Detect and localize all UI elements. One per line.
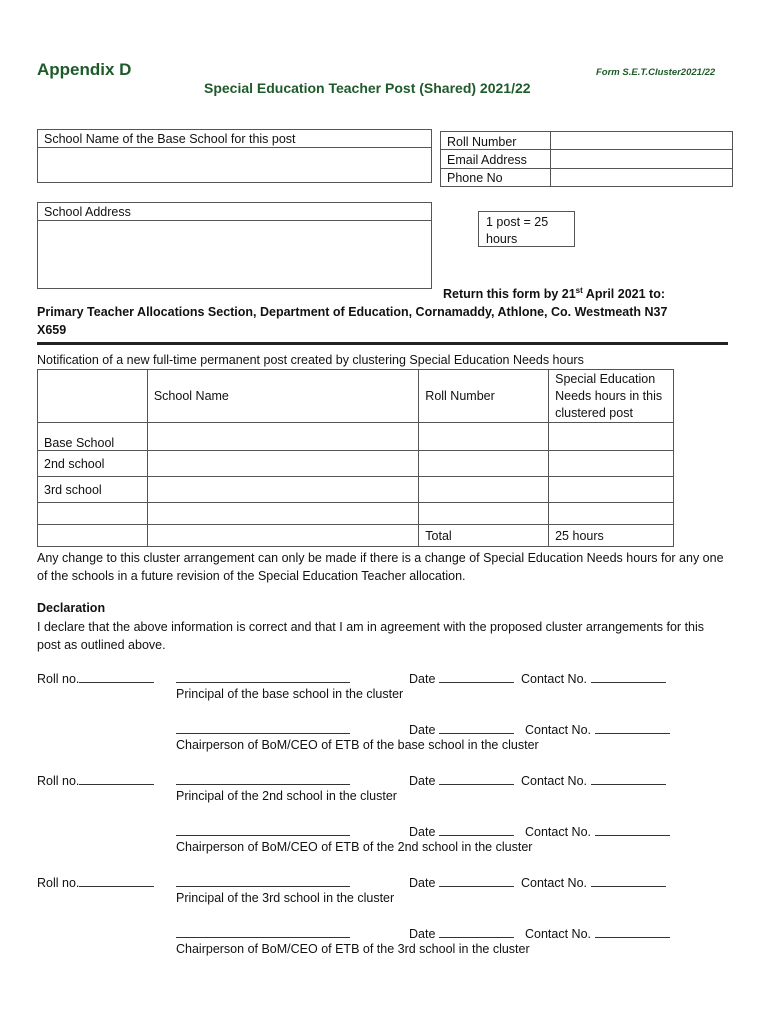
phone-input[interactable] bbox=[551, 169, 733, 187]
total-row-blank bbox=[38, 525, 148, 547]
roll-number-label: Roll Number bbox=[447, 135, 517, 149]
table-row bbox=[38, 477, 674, 503]
chair-signature-line-2[interactable] bbox=[176, 823, 350, 836]
declaration-text: I declare that the above information is correct and that I am in agreement with the proposed cluster arrangements for this post as outlined above. bbox=[37, 620, 705, 652]
date-field-3b[interactable]: Date bbox=[409, 925, 514, 941]
total-row-blank bbox=[147, 525, 418, 547]
post-hours-note bbox=[478, 211, 575, 247]
principal-signature-line-1[interactable] bbox=[176, 670, 350, 683]
form-reference: Form S.E.T.Cluster2021/22 bbox=[596, 67, 716, 78]
contact-field-2b[interactable]: Contact No. bbox=[525, 823, 670, 839]
date-field-3[interactable]: Date bbox=[409, 874, 514, 890]
date-field-2b[interactable]: Date bbox=[409, 823, 514, 839]
school-name-cell[interactable] bbox=[147, 477, 418, 503]
principal-signature-line-3[interactable] bbox=[176, 874, 350, 887]
table-header-cell bbox=[38, 370, 148, 423]
table-header-sen-hours: Special Education Needs hours in this clustered post bbox=[549, 370, 674, 423]
table-total-row bbox=[38, 525, 674, 547]
sen-hours-cell[interactable] bbox=[549, 477, 674, 503]
post-note-line2: hours bbox=[486, 232, 518, 246]
contact-field-3b[interactable]: Contact No. bbox=[525, 925, 670, 941]
row-label: 3rd school bbox=[38, 477, 148, 503]
total-label: Total bbox=[419, 525, 549, 547]
chair-signature-line-3[interactable] bbox=[176, 925, 350, 938]
table-row bbox=[38, 503, 674, 525]
principal-caption-3: Principal of the 3rd school in the cluster bbox=[176, 891, 395, 905]
school-address-field[interactable] bbox=[37, 202, 432, 289]
school-name-cell[interactable] bbox=[147, 423, 418, 451]
sen-hours-cell[interactable] bbox=[549, 451, 674, 477]
notification-heading: Notification of a new full-time permanent post created by clustering Special Education Needs hours bbox=[37, 353, 584, 367]
school-name-cell[interactable] bbox=[147, 503, 418, 525]
roll-number-input[interactable] bbox=[551, 132, 733, 149]
contact-field-3[interactable]: Contact No. bbox=[521, 874, 666, 890]
principal-caption-2: Principal of the 2nd school in the cluster bbox=[176, 789, 397, 803]
chair-caption-2: Chairperson of BoM/CEO of ETB of the 2nd school in the cluster bbox=[176, 840, 533, 854]
contact-details-table bbox=[440, 131, 733, 187]
school-name-label: School Name of the Base School for this post bbox=[44, 132, 296, 146]
school-name-field[interactable] bbox=[37, 129, 432, 183]
page-title: Special Education Teacher Post (Shared) 2021/22 bbox=[204, 80, 531, 96]
contact-field-2[interactable]: Contact No. bbox=[521, 772, 666, 788]
row-label: Base School bbox=[38, 423, 148, 451]
roll-number-cell[interactable] bbox=[419, 423, 549, 451]
email-label: Email Address bbox=[447, 153, 527, 167]
date-field-1b[interactable]: Date bbox=[409, 721, 514, 737]
roll-no-field-2[interactable]: Roll no. bbox=[37, 772, 154, 788]
cluster-schools-table bbox=[37, 369, 674, 547]
return-deadline: Return this form by 21st April 2021 to: bbox=[443, 286, 665, 302]
contact-field-1[interactable]: Contact No. bbox=[521, 670, 666, 686]
row-label: 2nd school bbox=[38, 451, 148, 477]
chair-signature-line-1[interactable] bbox=[176, 721, 350, 734]
table-header-school-name: School Name bbox=[147, 370, 418, 423]
roll-number-cell[interactable] bbox=[419, 451, 549, 477]
email-input[interactable] bbox=[551, 150, 733, 168]
roll-no-field-3[interactable]: Roll no. bbox=[37, 874, 154, 890]
school-name-cell[interactable] bbox=[147, 451, 418, 477]
principal-signature-line-2[interactable] bbox=[176, 772, 350, 785]
chair-caption-3: Chairperson of BoM/CEO of ETB of the 3rd school in the cluster bbox=[176, 942, 530, 956]
chair-caption-1: Chairperson of BoM/CEO of ETB of the base school in the cluster bbox=[176, 738, 539, 752]
sen-hours-cell[interactable] bbox=[549, 503, 674, 525]
sen-hours-cell[interactable] bbox=[549, 423, 674, 451]
total-value: 25 hours bbox=[549, 525, 674, 547]
date-field-1[interactable]: Date bbox=[409, 670, 514, 686]
roll-no-field-1[interactable]: Roll no. bbox=[37, 670, 154, 686]
table-row bbox=[38, 423, 674, 451]
row-label bbox=[38, 503, 148, 525]
appendix-label: Appendix D bbox=[37, 60, 132, 79]
declaration-heading: Declaration bbox=[37, 601, 106, 615]
post-note-line1: 1 post = 25 bbox=[486, 215, 549, 229]
section-divider bbox=[37, 342, 728, 345]
roll-number-cell[interactable] bbox=[419, 503, 549, 525]
roll-number-cell[interactable] bbox=[419, 477, 549, 503]
date-field-2[interactable]: Date bbox=[409, 772, 514, 788]
principal-caption-1: Principal of the base school in the cluster bbox=[176, 687, 404, 701]
return-address: Primary Teacher Allocations Section, Department of Education, Cornamaddy, Athlone, Co. Westmeath N37 X659 bbox=[37, 305, 668, 337]
school-address-label: School Address bbox=[44, 205, 131, 219]
phone-label: Phone No bbox=[447, 171, 503, 185]
table-header-roll-number: Roll Number bbox=[419, 370, 549, 423]
cluster-change-note: Any change to this cluster arrangement can only be made if there is a change of Special Education Needs hours for any one of the schools in a future revision of the Special Education Teacher allocation. bbox=[37, 551, 724, 583]
table-row bbox=[38, 451, 674, 477]
table-header-row bbox=[38, 370, 674, 423]
contact-field-1b[interactable]: Contact No. bbox=[525, 721, 670, 737]
